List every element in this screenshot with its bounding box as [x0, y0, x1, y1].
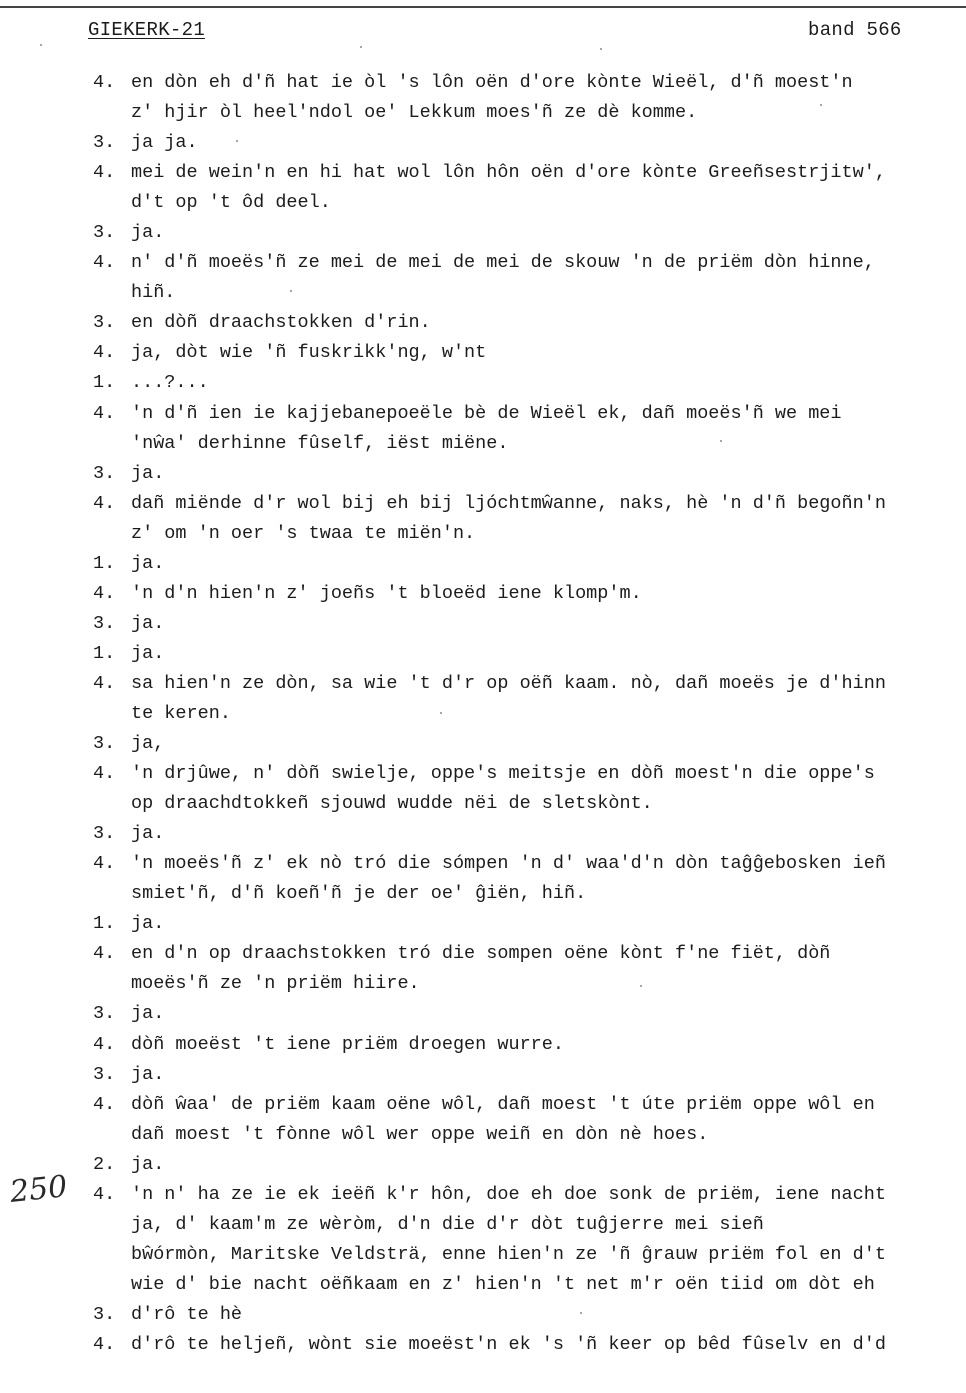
scan-speck	[600, 48, 602, 50]
transcript-line	[93, 849, 966, 879]
line-text: hiñ.	[131, 282, 176, 304]
speaker-number: 4.	[93, 582, 116, 604]
transcript-line	[93, 1120, 966, 1150]
line-text: dòñ ŵaa' de priëm kaam oëne wôl, dañ moest 't úte priëm oppe wôl en	[131, 1093, 875, 1115]
transcript-line	[93, 459, 966, 489]
line-text: ja.	[131, 462, 165, 484]
speaker-number: 4.	[93, 1033, 116, 1055]
speaker-number: 3.	[93, 1003, 116, 1025]
transcript-line	[93, 188, 966, 218]
speaker-number: 4.	[93, 943, 116, 965]
line-text: ja.	[131, 1153, 165, 1175]
transcript-line	[93, 759, 966, 789]
transcript-line	[93, 669, 966, 699]
line-text: ja,	[131, 733, 165, 755]
speaker-number: 1.	[93, 642, 116, 664]
line-text: ja.	[131, 1063, 165, 1085]
line-text: dañ moest 't fònne wôl wer oppe weiñ en dòn nè hoes.	[131, 1123, 709, 1145]
speaker-number: 3.	[93, 733, 116, 755]
transcript-line	[93, 579, 966, 609]
line-text: 'n d'ñ ien ie kajjebanepoeële bè de Wieël ek, dañ moeës'ñ we mei	[131, 402, 842, 424]
line-text: ja ja.	[131, 132, 198, 154]
line-text: ja, d' kaam'm ze wèròm, d'n die d'r dòt tuĝjerre mei sieñ	[131, 1213, 764, 1235]
line-text: 'n moeës'ñ z' ek nò tró die sómpen 'n d' waa'd'n dòn taĝĝebosken ieñ	[131, 853, 886, 875]
line-text: ja.	[131, 552, 165, 574]
speaker-number: 3.	[93, 222, 116, 244]
line-text: dañ miënde d'r wol bij eh bij ljóchtmŵanne, naks, hè 'n d'ñ begoñn'n	[131, 492, 886, 514]
speaker-number: 3.	[93, 612, 116, 634]
line-text: d'rô te hè	[131, 1303, 243, 1325]
transcript-line	[93, 1270, 966, 1300]
line-text: smiet'ñ, d'ñ koeñ'ñ je der oe' ĝiën, hiñ.	[131, 883, 587, 905]
transcript-line	[93, 68, 966, 98]
speaker-number: 4.	[93, 252, 116, 274]
scan-speck	[40, 44, 42, 46]
line-text: te keren.	[131, 702, 231, 724]
line-text: en dòn eh d'ñ hat ie òl 's lôn oën d'ore kònte Wieël, d'ñ moest'n	[131, 72, 853, 93]
scan-speck	[640, 985, 642, 987]
transcript-line	[93, 128, 966, 158]
transcript-lines	[93, 68, 966, 1360]
transcript-line	[93, 939, 966, 969]
line-text: ja, dòt wie 'ñ fuskrikk'ng, w'nt	[131, 342, 487, 364]
transcript-line	[93, 909, 966, 939]
speaker-number: 1.	[93, 913, 116, 935]
transcript-line	[93, 1090, 966, 1120]
transcript-line	[93, 278, 966, 308]
transcript-line	[93, 1210, 966, 1240]
transcript-line	[93, 879, 966, 909]
line-text: d't op 't ôd deel.	[131, 192, 331, 214]
line-text: ja.	[131, 1003, 165, 1025]
line-text: dòñ moeëst 't iene priëm droegen wurre.	[131, 1033, 564, 1055]
line-text: n' d'ñ moeës'ñ ze mei de mei de mei de skouw 'n de priëm dòn hinne,	[131, 252, 875, 274]
speaker-number: 3.	[93, 1303, 116, 1325]
line-text: ...?...	[131, 372, 209, 394]
line-text: z' om 'n oer 's twaa te miën'n.	[131, 522, 476, 544]
top-rule	[0, 6, 966, 8]
speaker-number: 4.	[93, 492, 116, 514]
line-text: mei de wein'n en hi hat wol lôn hôn oën d'ore kònte Greeñsestrjitw',	[131, 162, 886, 184]
transcript-line	[93, 1240, 966, 1270]
transcript-line	[93, 639, 966, 669]
transcript-line	[93, 489, 966, 519]
scan-speck	[720, 440, 722, 442]
speaker-number: 2.	[93, 1153, 116, 1175]
transcript-line	[93, 729, 966, 759]
transcript-line	[93, 1180, 966, 1210]
transcript-line	[93, 98, 966, 128]
scan-speck	[290, 290, 292, 292]
speaker-number: 4.	[93, 1183, 116, 1205]
speaker-number: 4.	[93, 1333, 116, 1355]
line-text: sa hien'n ze dòn, sa wie 't d'r op oëñ kaam. nò, dañ moeës je d'hinn	[131, 672, 886, 694]
transcript-line	[93, 549, 966, 579]
speaker-number: 3.	[93, 1063, 116, 1085]
transcript-line	[93, 789, 966, 819]
handwritten-margin-note: 250	[8, 1169, 69, 1210]
transcript-line	[93, 429, 966, 459]
speaker-number: 4.	[93, 1093, 116, 1115]
line-text: wie d' bie nacht oëñkaam en z' hien'n 't net m'r oën tiid om dòt eh	[131, 1273, 875, 1295]
speaker-number: 4.	[93, 672, 116, 694]
transcript-line	[93, 368, 966, 398]
line-text: 'n drjûwe, n' dòñ swielje, oppe's meitsje en dòñ moest'n die oppe's	[131, 763, 875, 785]
transcript-line	[93, 1150, 966, 1180]
line-text: en dòñ draachstokken d'rin.	[131, 312, 431, 334]
line-text: ja.	[131, 823, 165, 845]
transcript-line	[93, 1030, 966, 1060]
scan-speck	[820, 104, 822, 106]
scan-speck	[440, 712, 442, 714]
speaker-number: 4.	[93, 763, 116, 785]
line-text: d'rô te heljeñ, wònt sie moeëst'n ek 's 'ñ keer op bêd fûselv en d'd	[131, 1333, 886, 1355]
transcript-line	[93, 819, 966, 849]
transcript-line	[93, 969, 966, 999]
speaker-number: 4.	[93, 342, 116, 364]
line-text: op draachdtokkeñ sjouwd wudde nëi de sletskònt.	[131, 793, 653, 815]
speaker-number: 4.	[93, 162, 116, 184]
speaker-number: 3.	[93, 312, 116, 334]
line-text: 'n d'n hien'n z' joeñs 't bloeëd iene klomp'm.	[131, 582, 642, 604]
line-text: ja.	[131, 913, 165, 935]
transcript-line	[93, 1330, 966, 1360]
line-text: moeës'ñ ze 'n priëm hiire.	[131, 973, 420, 995]
speaker-number: 3.	[93, 132, 116, 154]
transcript-line	[93, 218, 966, 248]
line-text: en d'n op draachstokken tró die sompen oëne kònt f'ne fiët, dòñ	[131, 943, 831, 965]
transcript-line	[93, 399, 966, 429]
scan-speck	[360, 46, 362, 48]
speaker-number: 4.	[93, 853, 116, 875]
transcript-line	[93, 248, 966, 278]
speaker-number: 3.	[93, 823, 116, 845]
line-text: 'nŵa' derhinne fûself, iëst miëne.	[131, 432, 509, 454]
scan-speck	[236, 140, 238, 142]
line-text: bŵórmòn, Maritske Veldsträ, enne hien'n ze 'ñ ĝrauw priëm fol en d't	[131, 1243, 886, 1265]
speaker-number: 4.	[93, 402, 116, 424]
transcript-line	[93, 1060, 966, 1090]
transcript-line	[93, 158, 966, 188]
line-text: z' hjir òl heel'ndol oe' Lekkum moes'ñ ze dè komme.	[131, 102, 698, 124]
line-text: 'n n' ha ze ie ek ieëñ k'r hôn, doe eh doe sonk de priëm, iene nacht	[131, 1183, 886, 1205]
transcript-line	[93, 699, 966, 729]
line-text: ja.	[131, 222, 165, 244]
speaker-number: 4.	[93, 72, 116, 93]
band-number: band 566	[808, 19, 902, 41]
transcript-line	[93, 999, 966, 1029]
transcript-line	[93, 308, 966, 338]
transcript-line	[93, 1300, 966, 1330]
transcript-line	[93, 519, 966, 549]
transcript-line	[93, 609, 966, 639]
line-text: ja.	[131, 642, 165, 664]
speaker-number: 1.	[93, 372, 116, 394]
transcript-line	[93, 338, 966, 368]
scan-speck	[580, 1312, 582, 1314]
line-text: ja.	[131, 612, 165, 634]
document-id: GIEKERK-21	[88, 19, 206, 41]
speaker-number: 3.	[93, 462, 116, 484]
speaker-number: 1.	[93, 552, 116, 574]
